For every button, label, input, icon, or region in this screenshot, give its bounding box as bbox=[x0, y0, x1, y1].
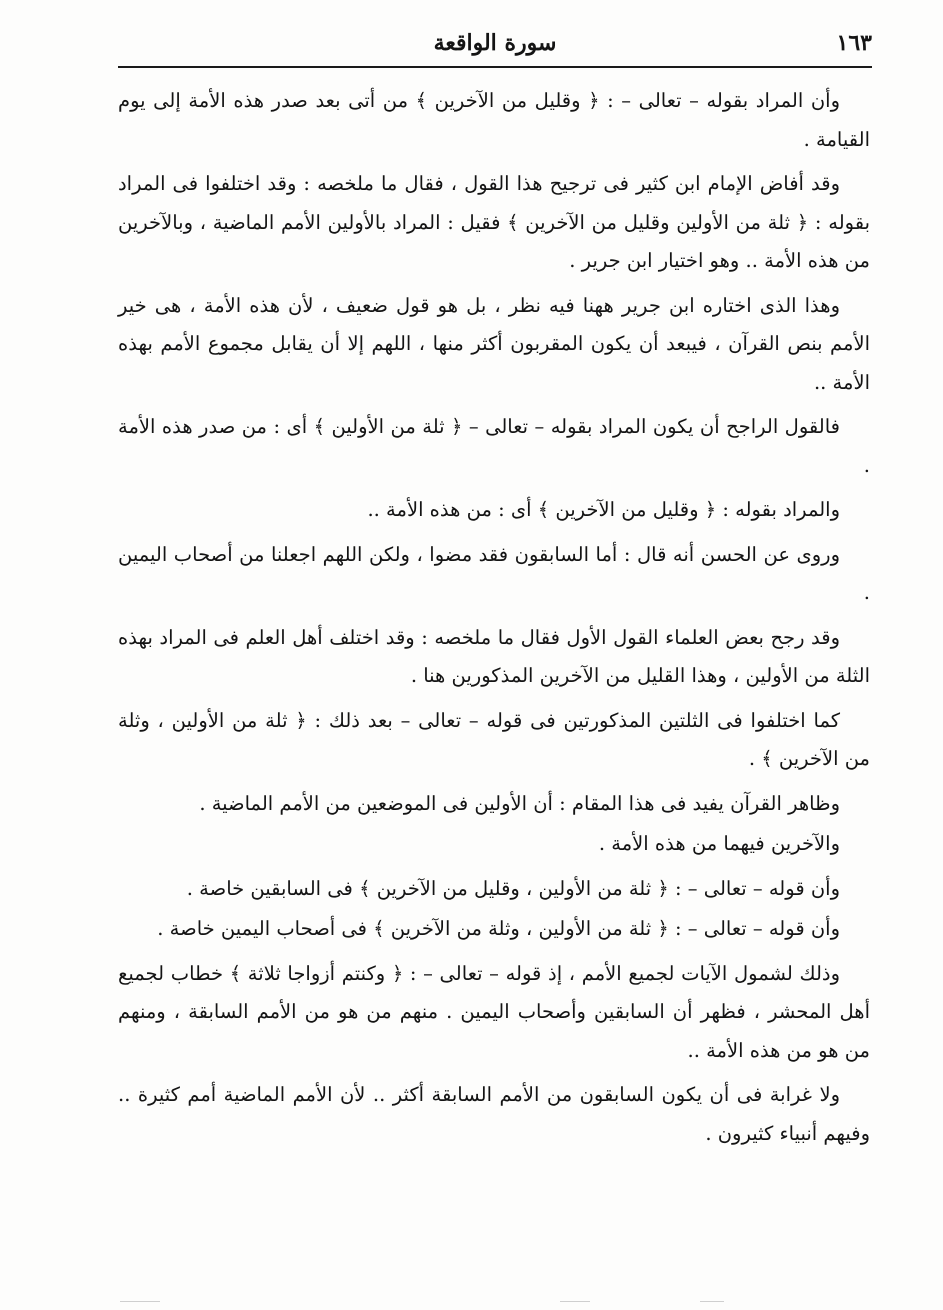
paragraph: وذلك لشمول الآيات لجميع الأمم ، إذ قوله – تعالى – : ﴿ وكنتم أزواجا ثلاثة ﴾ خطاب لجميع أهل المحشر ، فظهر أن السابقين وأصحاب اليمين . منهم من هو من الأمم السابقة ، ومنهم من هو من هذه الأمة .. bbox=[118, 961, 870, 1062]
paragraph: فالقول الراجح أن يكون المراد بقوله – تعالى – ﴿ ثلة من الأولين ﴾ أى : من صدر هذه الأمة . bbox=[118, 415, 870, 477]
paragraph: وهذا الذى اختاره ابن جرير ههنا فيه نظر ، بل هو قول ضعيف ، لأن هذه الأمة ، هى خير الأمم بنص القرآن ، فيبعد أن يكون المقربون أكثر منها ، اللهم إلا أن يقابل مجموع الأمم بهذه الأمة .. bbox=[118, 293, 870, 394]
paragraph: ولا غرابة فى أن يكون السابقون من الأمم السابقة أكثر .. لأن الأمم الماضية أمم كثيرة .. وفيهم أنبياء كثيرون . bbox=[118, 1083, 870, 1145]
paragraph: وأن المراد بقوله – تعالى – : ﴿ وقليل من الآخرين ﴾ من أتى بعد صدر هذه الأمة إلى يوم القيامة . bbox=[118, 89, 870, 151]
scan-speck bbox=[560, 1301, 590, 1302]
scan-speck bbox=[700, 1301, 724, 1302]
running-title: سورة الواقعة bbox=[433, 30, 557, 56]
paragraph: والآخرين فيهما من هذه الأمة . bbox=[598, 832, 840, 855]
paragraph: وقد أفاض الإمام ابن كثير فى ترجيح هذا القول ، فقال ما ملخصه : وقد اختلفوا فى المراد بقوله : ﴿ ثلة من الأولين وقليل من الآخرين ﴾ فقيل : المراد بالأولين الأمم الماضية ، وبالآخرين من هذه الأمة .. وهو اختيار ابن جرير . bbox=[118, 172, 870, 272]
paragraph: وروى عن الحسن أنه قال : أما السابقون فقد مضوا ، ولكن اللهم اجعلنا من أصحاب اليمين . bbox=[118, 542, 870, 604]
paragraph: وأن قوله – تعالى – : ﴿ ثلة من الأولين ، وثلة من الآخرين ﴾ فى أصحاب اليمين خاصة . bbox=[157, 917, 840, 940]
page-header bbox=[118, 28, 872, 64]
paragraph: وقد رجح بعض العلماء القول الأول فقال ما ملخصه : وقد اختلف أهل العلم فى المراد بهذه الثلة من الأولين ، وهذا القليل من الآخرين المذكورين هنا . bbox=[118, 625, 870, 687]
paragraph: والمراد بقوله : ﴿ وقليل من الآخرين ﴾ أى : من هذه الأمة .. bbox=[367, 498, 840, 521]
paragraph: كما اختلفوا فى الثلتين المذكورتين فى قوله – تعالى – بعد ذلك : ﴿ ثلة من الأولين ، وثلة من الآخرين ﴾ . bbox=[118, 708, 870, 770]
scan-speck bbox=[120, 1301, 160, 1302]
page-number: ١٦٣ bbox=[836, 30, 872, 56]
paragraph: وظاهر القرآن يفيد فى هذا المقام : أن الأولين فى الموضعين من الأمم الماضية . bbox=[199, 791, 840, 815]
body-text bbox=[118, 82, 870, 1159]
header-divider bbox=[118, 66, 872, 68]
paragraph: وأن قوله – تعالى – : ﴿ ثلة من الأولين ، وقليل من الآخرين ﴾ فى السابقين خاصة . bbox=[186, 876, 840, 900]
